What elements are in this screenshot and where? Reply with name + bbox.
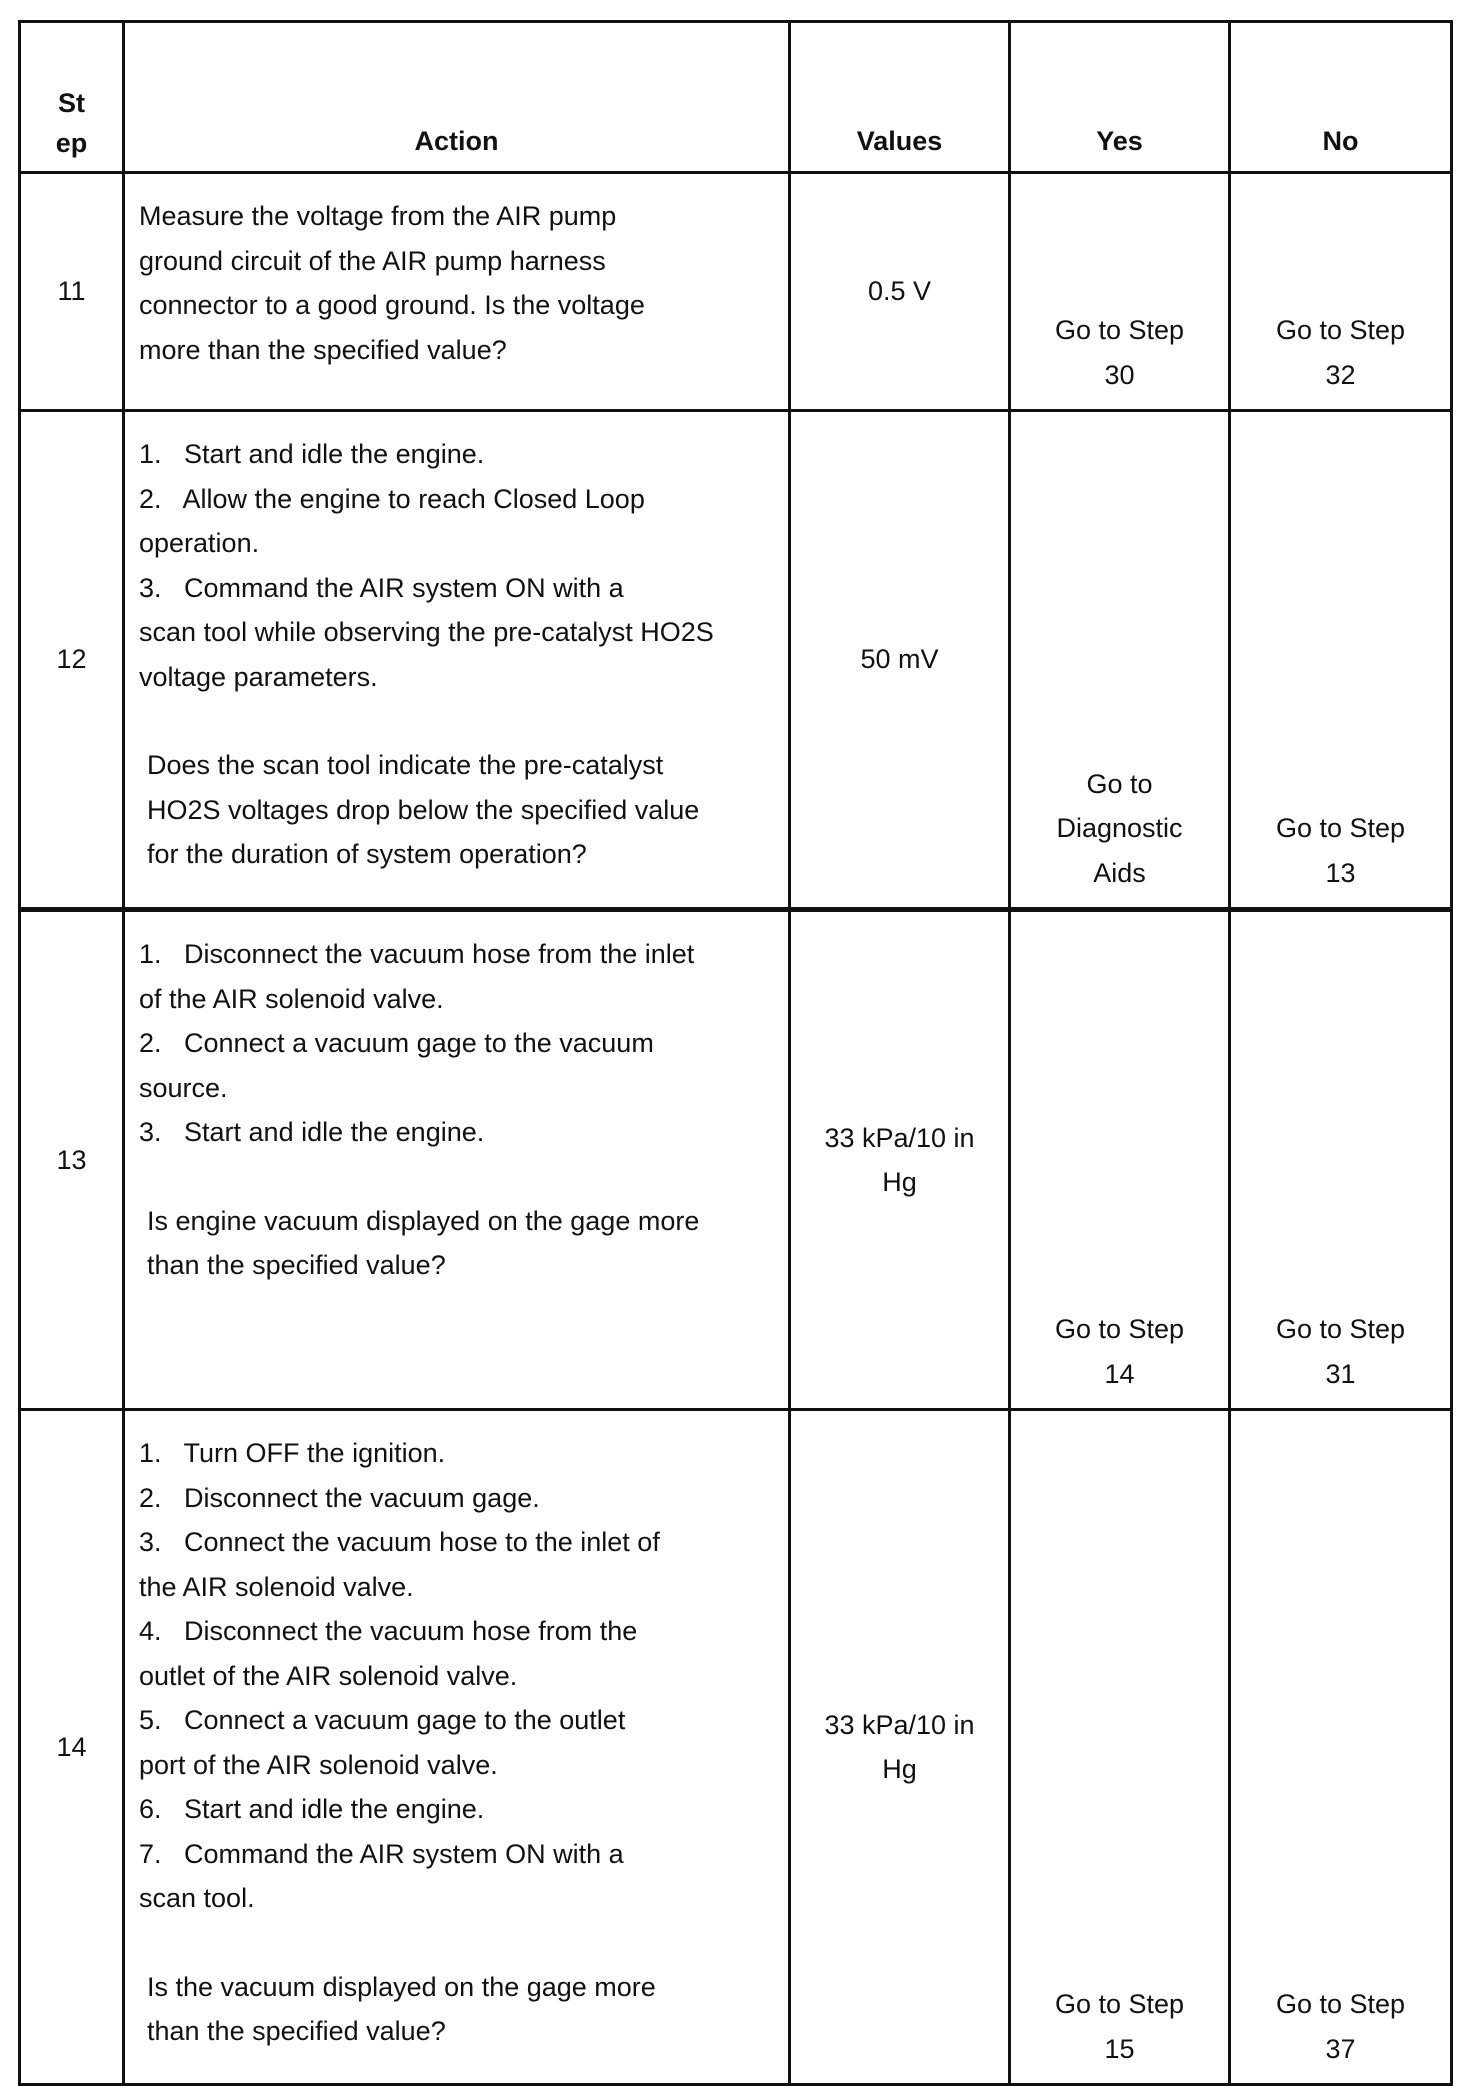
table-row bbox=[20, 1410, 1452, 2085]
yes-cell: Go to Step 15 bbox=[1010, 1410, 1230, 2085]
no-cell: Go to Step 32 bbox=[1230, 173, 1452, 411]
action-line: 3. Command the AIR system ON with a bbox=[139, 572, 624, 603]
action-line: scan tool. bbox=[139, 1883, 255, 1913]
action-line: 1. Disconnect the vacuum hose from the inlet bbox=[139, 939, 695, 969]
spacer bbox=[139, 699, 774, 743]
no-cell: Go to Step 31 bbox=[1230, 910, 1452, 1410]
yes-cell: Go to Diagnostic Aids bbox=[1010, 411, 1230, 910]
diagnostic-table-page bbox=[18, 20, 1450, 2064]
action-line: 6. Start and idle the engine. bbox=[139, 1794, 485, 1824]
table-header-row bbox=[20, 22, 1452, 173]
table-row bbox=[20, 910, 1452, 1410]
action-line: connector to a good ground. Is the voltage bbox=[139, 290, 645, 320]
action-line: 3. Connect the vacuum hose to the inlet of bbox=[139, 1527, 660, 1557]
action-line: of the AIR solenoid valve. bbox=[139, 983, 444, 1014]
header-values: Values bbox=[790, 22, 1010, 173]
step-number: 11 bbox=[20, 173, 124, 411]
action-line: more than the specified value? bbox=[139, 334, 507, 365]
step-number: 13 bbox=[20, 910, 124, 1410]
action-line: 4. Disconnect the vacuum hose from the bbox=[139, 1616, 638, 1646]
action-cell bbox=[124, 1410, 790, 2085]
value-cell: 0.5 V bbox=[790, 173, 1010, 411]
action-cell bbox=[124, 910, 790, 1410]
value-cell: 33 kPa/10 in Hg bbox=[790, 910, 1010, 1410]
step-number: 12 bbox=[20, 411, 124, 910]
action-line: 5. Connect a vacuum gage to the outlet bbox=[139, 1705, 626, 1735]
header-no: No bbox=[1230, 22, 1452, 173]
action-line: 7. Command the AIR system ON with a bbox=[139, 1838, 624, 1869]
action-line: Measure the voltage from the AIR pump bbox=[139, 201, 617, 231]
action-line: outlet of the AIR solenoid valve. bbox=[139, 1660, 518, 1691]
action-cell bbox=[124, 173, 790, 411]
action-question: Is the vacuum displayed on the gage more than the specified value? bbox=[147, 1971, 656, 2046]
action-line: ground circuit of the AIR pump harness bbox=[139, 245, 606, 276]
action-line: 3. Start and idle the engine. bbox=[139, 1117, 485, 1147]
action-line: port of the AIR solenoid valve. bbox=[139, 1749, 498, 1780]
diagnostic-step-table bbox=[18, 20, 1453, 2086]
action-line: scan tool while observing the pre-catalyst HO2S bbox=[139, 617, 714, 647]
value-cell: 50 mV bbox=[790, 411, 1010, 910]
action-line: 1. Turn OFF the ignition. bbox=[139, 1438, 446, 1468]
action-line: 1. Start and idle the engine. bbox=[139, 439, 485, 469]
table-row bbox=[20, 173, 1452, 411]
action-cell bbox=[124, 411, 790, 910]
yes-cell: Go to Step 30 bbox=[1010, 173, 1230, 411]
action-line: the AIR solenoid valve. bbox=[139, 1571, 414, 1602]
spacer bbox=[139, 1155, 774, 1199]
value-cell: 33 kPa/10 in Hg bbox=[790, 1410, 1010, 2085]
yes-cell: Go to Step 14 bbox=[1010, 910, 1230, 1410]
action-line: operation. bbox=[139, 528, 260, 558]
header-yes: Yes bbox=[1010, 22, 1230, 173]
step-number: 14 bbox=[20, 1410, 124, 2085]
action-line: voltage parameters. bbox=[139, 661, 378, 692]
action-line: source. bbox=[139, 1072, 228, 1103]
action-line: 2. Allow the engine to reach Closed Loop bbox=[139, 483, 645, 514]
header-step: St ep bbox=[20, 22, 124, 173]
action-line: 2. Connect a vacuum gage to the vacuum bbox=[139, 1028, 654, 1058]
action-line: 2. Disconnect the vacuum gage. bbox=[139, 1482, 540, 1513]
no-cell: Go to Step 13 bbox=[1230, 411, 1452, 910]
no-cell: Go to Step 37 bbox=[1230, 1410, 1452, 2085]
header-action: Action bbox=[124, 22, 790, 173]
spacer bbox=[139, 1921, 774, 1965]
action-question: Does the scan tool indicate the pre-catalyst HO2S voltages drop below the specified value for the duration of system operation? bbox=[147, 750, 700, 869]
action-question: Is engine vacuum displayed on the gage more than the specified value? bbox=[147, 1205, 700, 1280]
table-row bbox=[20, 411, 1452, 910]
